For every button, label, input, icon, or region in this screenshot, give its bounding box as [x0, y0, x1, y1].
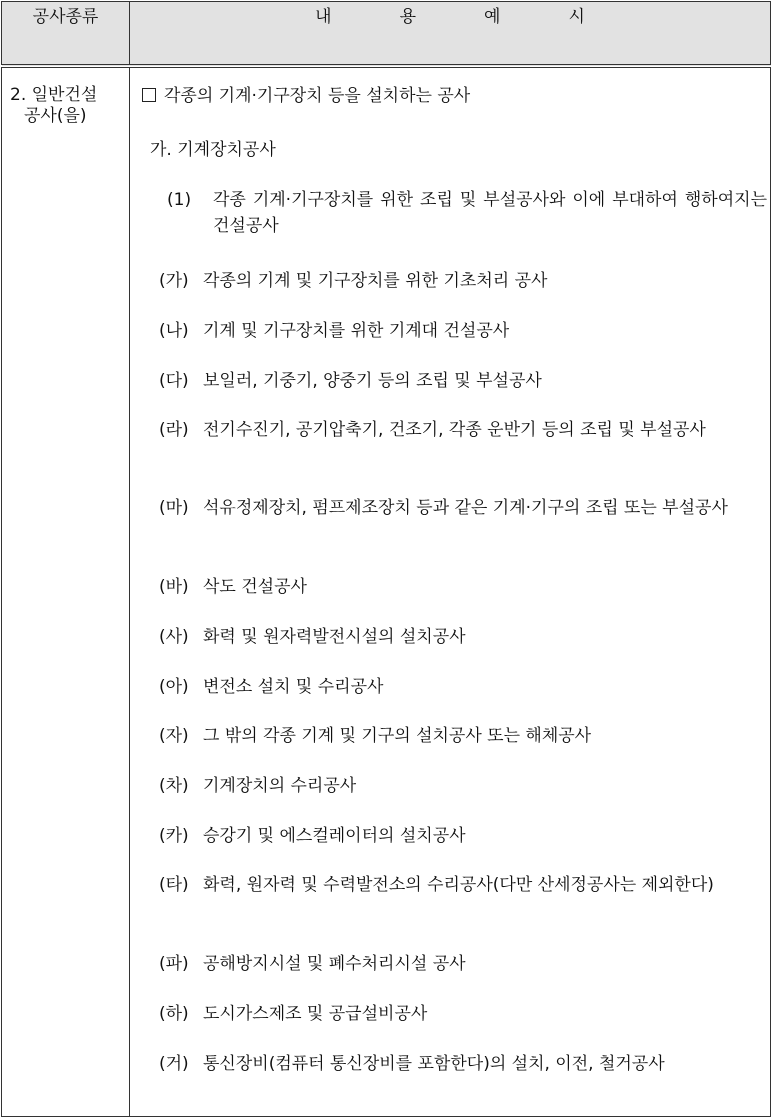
list-item — [159, 368, 757, 394]
list-item — [159, 495, 757, 521]
table-header-row — [2, 2, 771, 67]
header-content-example — [130, 2, 771, 67]
list-item-text: 기계장치의 수리공사 — [203, 776, 357, 796]
header-work-type: 공사종류 — [2, 2, 130, 67]
list-item-marker: (하) — [159, 1004, 189, 1024]
list-item-marker: (타) — [159, 875, 189, 895]
list-item-text: 삭도 건설공사 — [203, 577, 307, 597]
list-item — [159, 723, 757, 749]
intro-text: 각종의 기계·기구장치 등을 설치하는 공사 — [164, 86, 471, 106]
list-item-marker: (파) — [159, 954, 189, 974]
list-item-text: 각종의 기계 및 기구장치를 위한 기초처리 공사 — [203, 271, 548, 291]
work-type-label — [2, 68, 129, 127]
checkbox-square-icon — [142, 88, 156, 102]
work-type-cell — [2, 66, 130, 1117]
list-item-text: 통신장비(컴퓨터 통신장비를 포함한다)의 설치, 이전, 철거공사 — [203, 1054, 665, 1074]
list-item-text: 보일러, 기중기, 양중기 등의 조립 및 부설공사 — [203, 371, 542, 391]
sub-item-text: 각종 기계·기구장치를 위한 조립 및 부설공사와 이에 부대하여 행하여지는 건설공사 — [213, 190, 767, 236]
list-item-marker: (거) — [159, 1054, 189, 1074]
list-item-marker: (마) — [159, 498, 189, 518]
list-item-text: 석유정제장치, 펌프제조장치 등과 같은 기계·기구의 조립 또는 부설공사 — [203, 498, 728, 518]
list-item-text: 화력, 원자력 및 수력발전소의 수리공사(다만 산세정공사는 제외한다) — [203, 875, 714, 895]
content-cell — [130, 66, 771, 1117]
list-item — [159, 872, 757, 898]
list-item-text: 기계 및 기구장치를 위한 기계대 건설공사 — [203, 321, 510, 341]
intro-line — [142, 81, 470, 106]
list-item-marker: (라) — [159, 420, 189, 440]
work-type-table — [1, 1, 771, 1117]
work-type-line2: 공사(을) — [24, 106, 87, 126]
list-item-marker: (차) — [159, 776, 189, 796]
sub-item-1 — [167, 187, 767, 239]
table-body-row — [2, 66, 771, 1117]
list-item-marker: (자) — [159, 726, 189, 746]
list-item — [159, 268, 757, 294]
list-item-marker: (바) — [159, 577, 189, 597]
list-item — [159, 1051, 757, 1077]
list-item-text: 화력 및 원자력발전시설의 설치공사 — [203, 627, 466, 647]
list-item — [159, 417, 757, 443]
list-item — [159, 318, 757, 344]
header-char: 시 — [568, 7, 585, 27]
header-char: 내 — [315, 7, 332, 27]
list-item-text: 그 밖의 각종 기계 및 기구의 설치공사 또는 해체공사 — [203, 726, 592, 746]
sub-item-marker: (1) — [167, 190, 192, 210]
list-item-marker: (가) — [159, 271, 189, 291]
header-char: 예 — [484, 7, 501, 27]
list-item — [159, 674, 757, 700]
list-item-marker: (사) — [159, 627, 189, 647]
list-item-marker: (아) — [159, 677, 189, 697]
list-item — [159, 574, 757, 600]
list-item-marker: (나) — [159, 321, 189, 341]
list-item — [159, 624, 757, 650]
list-item — [159, 951, 757, 977]
section-heading: 가. 기계장치공사 — [150, 140, 276, 160]
list-item — [159, 773, 757, 799]
list-item-text: 변전소 설치 및 수리공사 — [203, 677, 384, 697]
list-item-text: 공해방지시설 및 폐수처리시설 공사 — [203, 954, 466, 974]
list-item — [159, 1001, 757, 1027]
list-item-text: 전기수진기, 공기압축기, 건조기, 각종 운반기 등의 조립 및 부설공사 — [203, 420, 706, 440]
list-item-text: 승강기 및 에스컬레이터의 설치공사 — [203, 826, 466, 846]
list-item-text: 도시가스제조 및 공급설비공사 — [203, 1004, 428, 1024]
list-item-marker: (다) — [159, 371, 189, 391]
work-type-line1: 2. 일반건설 — [10, 85, 98, 105]
list-item — [159, 823, 757, 849]
list-item-marker: (카) — [159, 826, 189, 846]
header-char: 용 — [399, 7, 416, 27]
